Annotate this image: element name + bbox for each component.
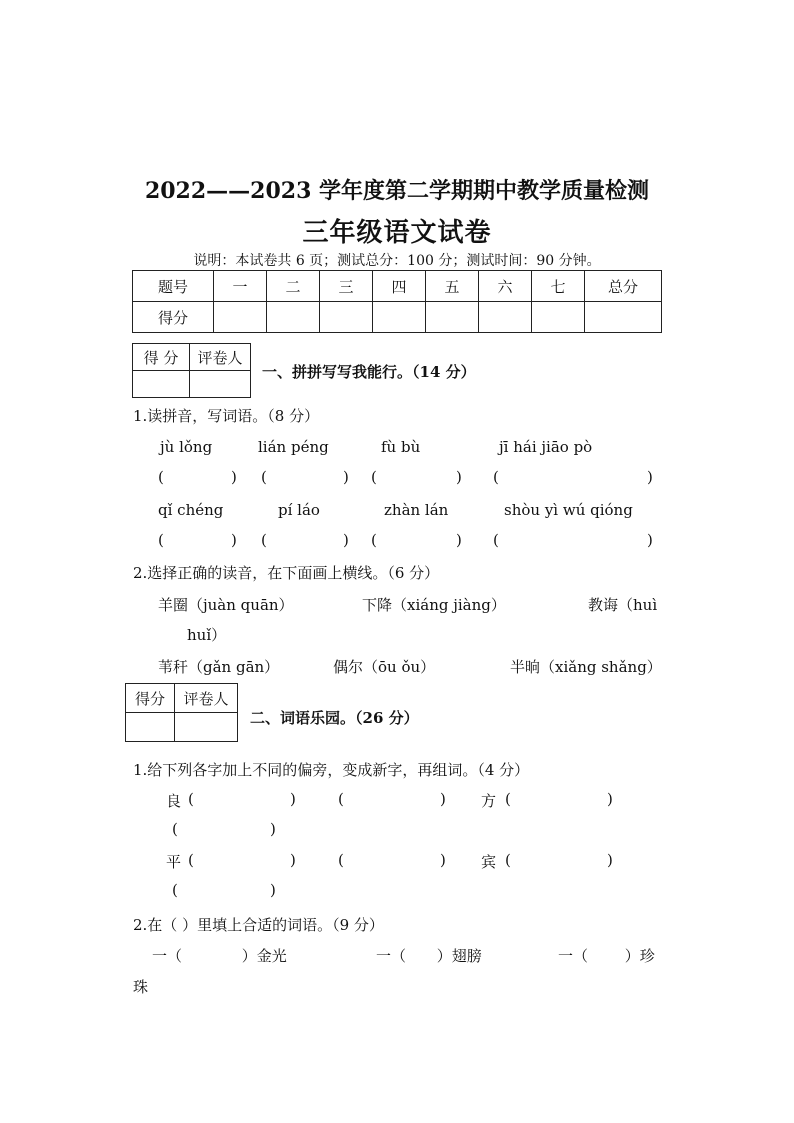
grader-name-label: 评卷人	[175, 684, 238, 713]
pinyin: zhàn lán	[384, 501, 449, 519]
grader-score-cell[interactable]	[133, 371, 190, 398]
score-header-cell: 四	[373, 271, 426, 302]
grader-name-cell[interactable]	[175, 713, 238, 742]
paren-close: )	[290, 851, 296, 869]
reading-item: 教诲（huì	[588, 596, 658, 614]
paren-close: )	[270, 881, 276, 899]
fill-item-wrap: 珠	[133, 978, 149, 996]
exam-subtitle: 三年级语文试卷	[302, 218, 492, 248]
grader-score-cell[interactable]	[126, 713, 175, 742]
score-cell[interactable]	[320, 302, 373, 333]
paren-close: )	[607, 851, 613, 869]
grader-score-label: 得分	[126, 684, 175, 713]
paren-open: (	[172, 820, 178, 838]
paren-open: (	[261, 531, 267, 549]
s1-q1-prompt: 1.读拼音，写词语。（8 分）	[133, 407, 320, 425]
paren-open: (	[371, 468, 377, 486]
score-header-cell: 三	[320, 271, 373, 302]
s2-q1-prompt: 1.给下列各字加上不同的偏旁，变成新字，再组词。（4 分）	[133, 761, 530, 779]
paren-close: )	[647, 468, 653, 486]
score-header-cell: 六	[479, 271, 532, 302]
pinyin: fù bù	[381, 438, 421, 456]
paren-open: (	[493, 468, 499, 486]
grader-box-1	[132, 343, 251, 398]
score-table-row	[133, 302, 662, 333]
pinyin: shòu yì wú qióng	[504, 501, 633, 519]
radical-char: 平	[166, 853, 182, 871]
paren-close: )	[607, 790, 613, 808]
reading-item: huǐ）	[187, 626, 227, 644]
paren-open: (	[261, 468, 267, 486]
paren-close: )	[343, 531, 349, 549]
score-header-cell: 七	[532, 271, 585, 302]
paren-close: )	[231, 468, 237, 486]
paren-open: (	[188, 790, 194, 808]
reading-item: 羊圈（juàn quān）	[158, 596, 294, 614]
score-cell[interactable]	[479, 302, 532, 333]
grader-name-cell[interactable]	[190, 371, 251, 398]
fill-item: 一（ ）翅膀	[376, 947, 482, 965]
paren-close: )	[440, 851, 446, 869]
reading-item: 偶尔（ōu ǒu）	[333, 658, 436, 676]
pinyin: lián péng	[258, 438, 329, 456]
exam-instructions: 说明：本试卷共 6 页；测试总分：100 分；测试时间：90 分钟。	[193, 253, 601, 269]
grader-box-2	[125, 683, 238, 742]
paren-close: )	[647, 531, 653, 549]
paren-open: (	[338, 851, 344, 869]
pinyin: jī hái jiāo pò	[499, 438, 593, 456]
score-header-cell: 总分	[585, 271, 662, 302]
paren-open: (	[172, 881, 178, 899]
exam-title: 2022——2023 学年度第二学期期中教学质量检测	[144, 178, 650, 204]
paren-open: (	[505, 790, 511, 808]
paren-open: (	[158, 468, 164, 486]
score-cell[interactable]	[426, 302, 479, 333]
reading-item: 苇秆（gǎn gān）	[158, 658, 280, 676]
paren-open: (	[188, 851, 194, 869]
paren-open: (	[158, 531, 164, 549]
score-table-header-row	[133, 271, 662, 302]
paren-close: )	[290, 790, 296, 808]
paren-close: )	[440, 790, 446, 808]
score-cell[interactable]	[267, 302, 320, 333]
paren-open: (	[505, 851, 511, 869]
paren-close: )	[270, 820, 276, 838]
section2-title: 二、词语乐园。（26 分）	[250, 709, 419, 727]
reading-item: 半晌（xiǎng shǎng）	[510, 658, 662, 676]
grader-name-label: 评卷人	[190, 344, 251, 371]
radical-char: 宾	[481, 853, 497, 871]
score-header-cell: 题号	[133, 271, 214, 302]
paren-open: (	[371, 531, 377, 549]
pinyin: qǐ chéng	[158, 501, 224, 519]
section1-title: 一、拼拼写写我能行。（14 分）	[262, 363, 476, 381]
pinyin: pí láo	[278, 501, 320, 519]
score-cell[interactable]	[532, 302, 585, 333]
score-header-cell: 五	[426, 271, 479, 302]
score-table	[132, 270, 662, 333]
score-cell[interactable]	[214, 302, 267, 333]
paren-close: )	[456, 468, 462, 486]
paren-close: )	[343, 468, 349, 486]
paren-close: )	[231, 531, 237, 549]
pinyin: jù lǒng	[160, 438, 213, 456]
radical-char: 方	[481, 792, 497, 810]
s2-q2-prompt: 2.在（ ）里填上合适的词语。（9 分）	[133, 916, 384, 934]
s1-q2-prompt: 2.选择正确的读音，在下面画上横线。（6 分）	[133, 564, 440, 582]
radical-char: 良	[166, 792, 182, 810]
score-header-cell: 一	[214, 271, 267, 302]
score-cell[interactable]	[585, 302, 662, 333]
fill-item: 一（ ）珍	[558, 947, 655, 965]
paren-open: (	[338, 790, 344, 808]
paren-open: (	[493, 531, 499, 549]
fill-item: 一（ ）金光	[152, 947, 287, 965]
reading-item: 下降（xiáng jiàng）	[362, 596, 506, 614]
paren-close: )	[456, 531, 462, 549]
score-cell[interactable]	[373, 302, 426, 333]
score-header-cell: 二	[267, 271, 320, 302]
score-row-label: 得分	[133, 302, 214, 333]
grader-score-label: 得 分	[133, 344, 190, 371]
